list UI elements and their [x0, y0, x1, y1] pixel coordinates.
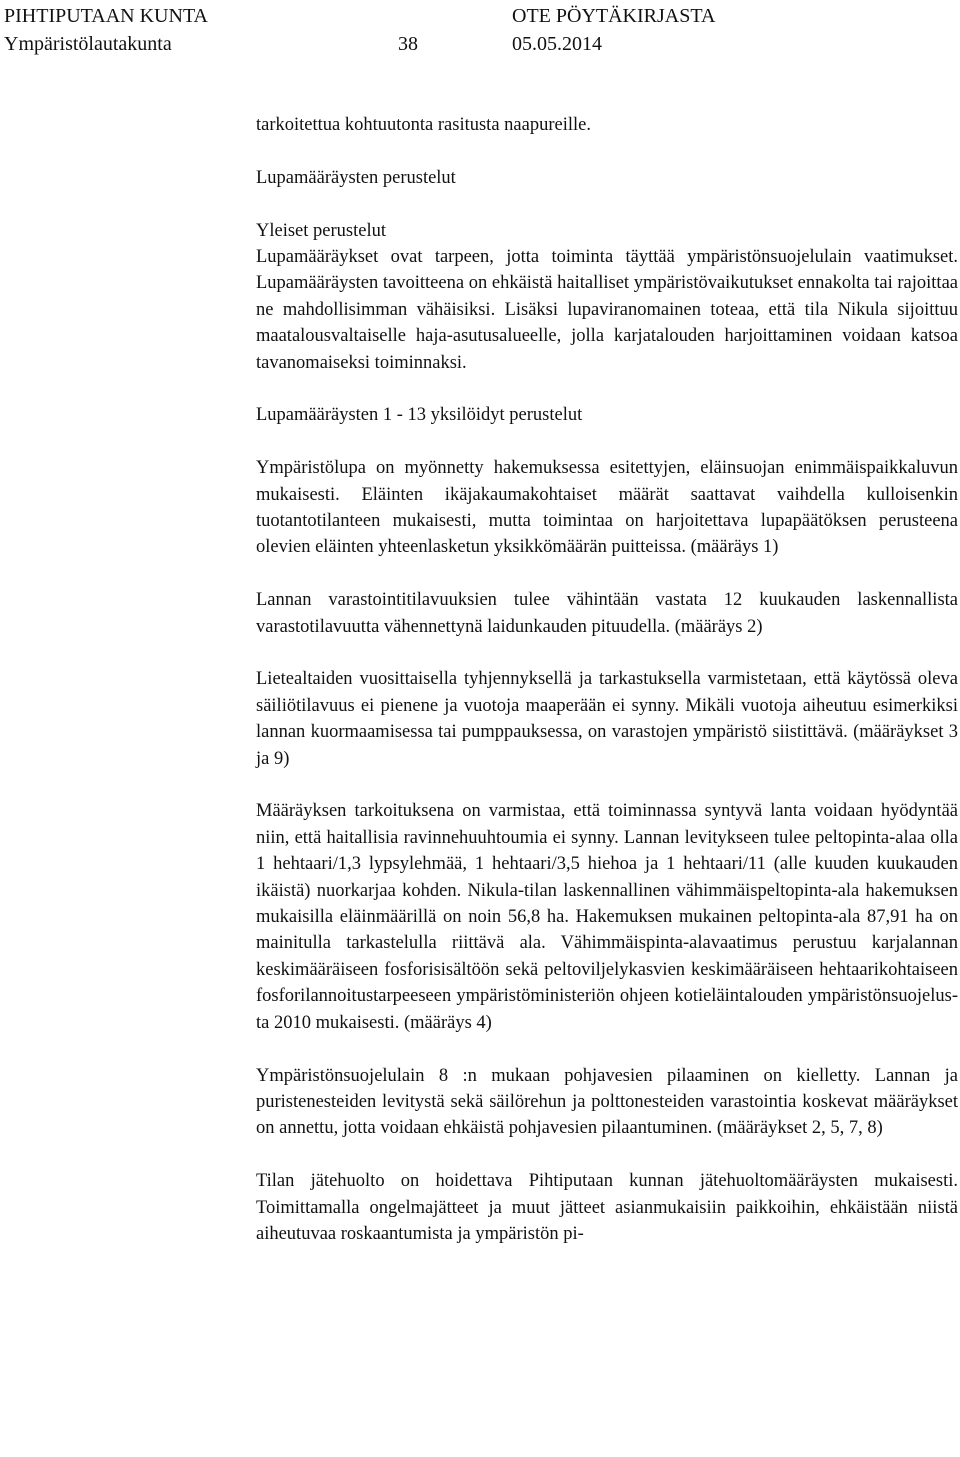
paragraph-regulation-4: Määräyksen tarkoituksena on varmistaa, että toiminnassa syntyvä lanta voidaan hyödyntää niin, että haitallisia ravinnehuuhtoumia ei synny. Lannan levitykseen tulee peltopinta-alaa olla 1 hehtaari/1,3 lypsylehmää, 1 hehtaari/3,5 hiehoa ja 1 hehtaari/11 (alle kuuden kuukauden ikäistä) nuorkarjaa kohden. Nikula-tilan laskennallinen vähimmäispeltopinta-ala hakemuksen mukaisilla eläinmäärillä on noin 56,8 ha. Hakemuksen mukainen peltopinta-ala 87,91 ha on mainitulla tarkastelulla riittävä ala. Vähimmäispinta-alavaatimus perustuu karjalannan keskimääräiseen fosforisisältöön sekä peltoviljelykasvien keskimääräiseen hehtaarikohtaiseen fosforilannoitustarpeeseen ympäristöministeriön ohjeen kotieläintalouden ympäristönsuojelusta 2010 mukaisesti. (määräys 4) — [256, 801, 958, 1033]
paragraph-regulations-3-9: Lietealtaiden vuosittaisella tyhjennyksellä ja tarkastuksella varmistetaan, että käytössä oleva säiliötilavuus ei pienene ja vuotoja maaperään ei synny. Mikäli vuotoja aiheutuu esimerkiksi lannan kuormaamisessa tai pumppauksessa, on varastojen ympäristö siistittävä. (määräykset 3 ja 9) — [256, 669, 958, 769]
paragraph-general-justifications: Lupamääräykset ovat tarpeen, jotta toiminta täyttää ympäristönsuojelulain vaatimukset. Lupamääräysten tavoitteena on ehkäistä haitalliset ympäristövaikutukset ennakolta tai rajoittaa ne mahdollisimman vähäisiksi. Lisäksi lupaviranomainen toteaa, että tila Nikula sijoittuu maatalousvaltaiselle haja-asutusalueelle, jolla karjatalouden harjoittaminen voidaan katsoa tavanomaiseksi toiminnaksi. — [256, 247, 958, 373]
document-header — [0, 0, 960, 60]
subheading-individual-justifications: Lupamääräysten 1 - 13 yksilöidyt perustelut — [256, 405, 583, 426]
subheading-general-justifications: Yleiset perustelut — [256, 220, 386, 241]
paragraph-waste-management: Tilan jätehuolto on hoidettava Pihtiputaan kunnan jätehuoltomääräysten mukaisesti. Toimittamalla ongelmajätteet ja muut jätteet asianmukaisiin paikkoihin, ehkäistään niistä aiheutuvaa roskaantumista ja ympäristön pi- — [256, 1171, 958, 1244]
municipality-name: PIHTIPUTAAN KUNTA — [4, 5, 209, 27]
page-number: 38 — [398, 33, 418, 55]
paragraph-regulation-1: Ympäristölupa on myönnetty hakemuksessa esitettyjen, eläinsuojan enimmäispaikkaluvun mukaisesti. Eläinten ikäjakaumakohtaiset määrät saattavat vaihdella kulloisenkin tuotantotilanteen mukaisesti, mutta toimintaa on harjoitettava lupapäätöksen perusteena olevien eläinten yhteenlasketun yksikkömäärän puitteissa. (määräys 1) — [256, 458, 958, 558]
meeting-date: 05.05.2014 — [512, 33, 602, 55]
paragraph-regulation-2: Lannan varastointitilavuuksien tulee vähintään vastata 12 kuukauden laskennallista varastotilavuutta vähennettynä laidunkauden pituudella. (määräys 2) — [256, 590, 958, 637]
paragraph-continuation: tarkoitettua kohtuutonta rasitusta naapureille. — [256, 115, 591, 135]
board-name: Ympäristölautakunta — [4, 33, 172, 55]
paragraph-groundwater: Ympäristönsuojelulain 8 :n mukaan pohjavesien pilaaminen on kielletty. Lannan ja puristenesteiden levitystä sekä säilörehun ja polttonesteiden varastointia koskevat määräykset on annettu, jotta voidaan ehkäistä pohjavesien pilaantuminen. (määräykset 2, 5, 7, 8) — [256, 1065, 958, 1139]
document-type: OTE PÖYTÄKIRJASTA — [512, 5, 716, 27]
document-body — [256, 112, 958, 1247]
section-heading-permit-justifications: Lupamääräysten perustelut — [256, 167, 456, 188]
